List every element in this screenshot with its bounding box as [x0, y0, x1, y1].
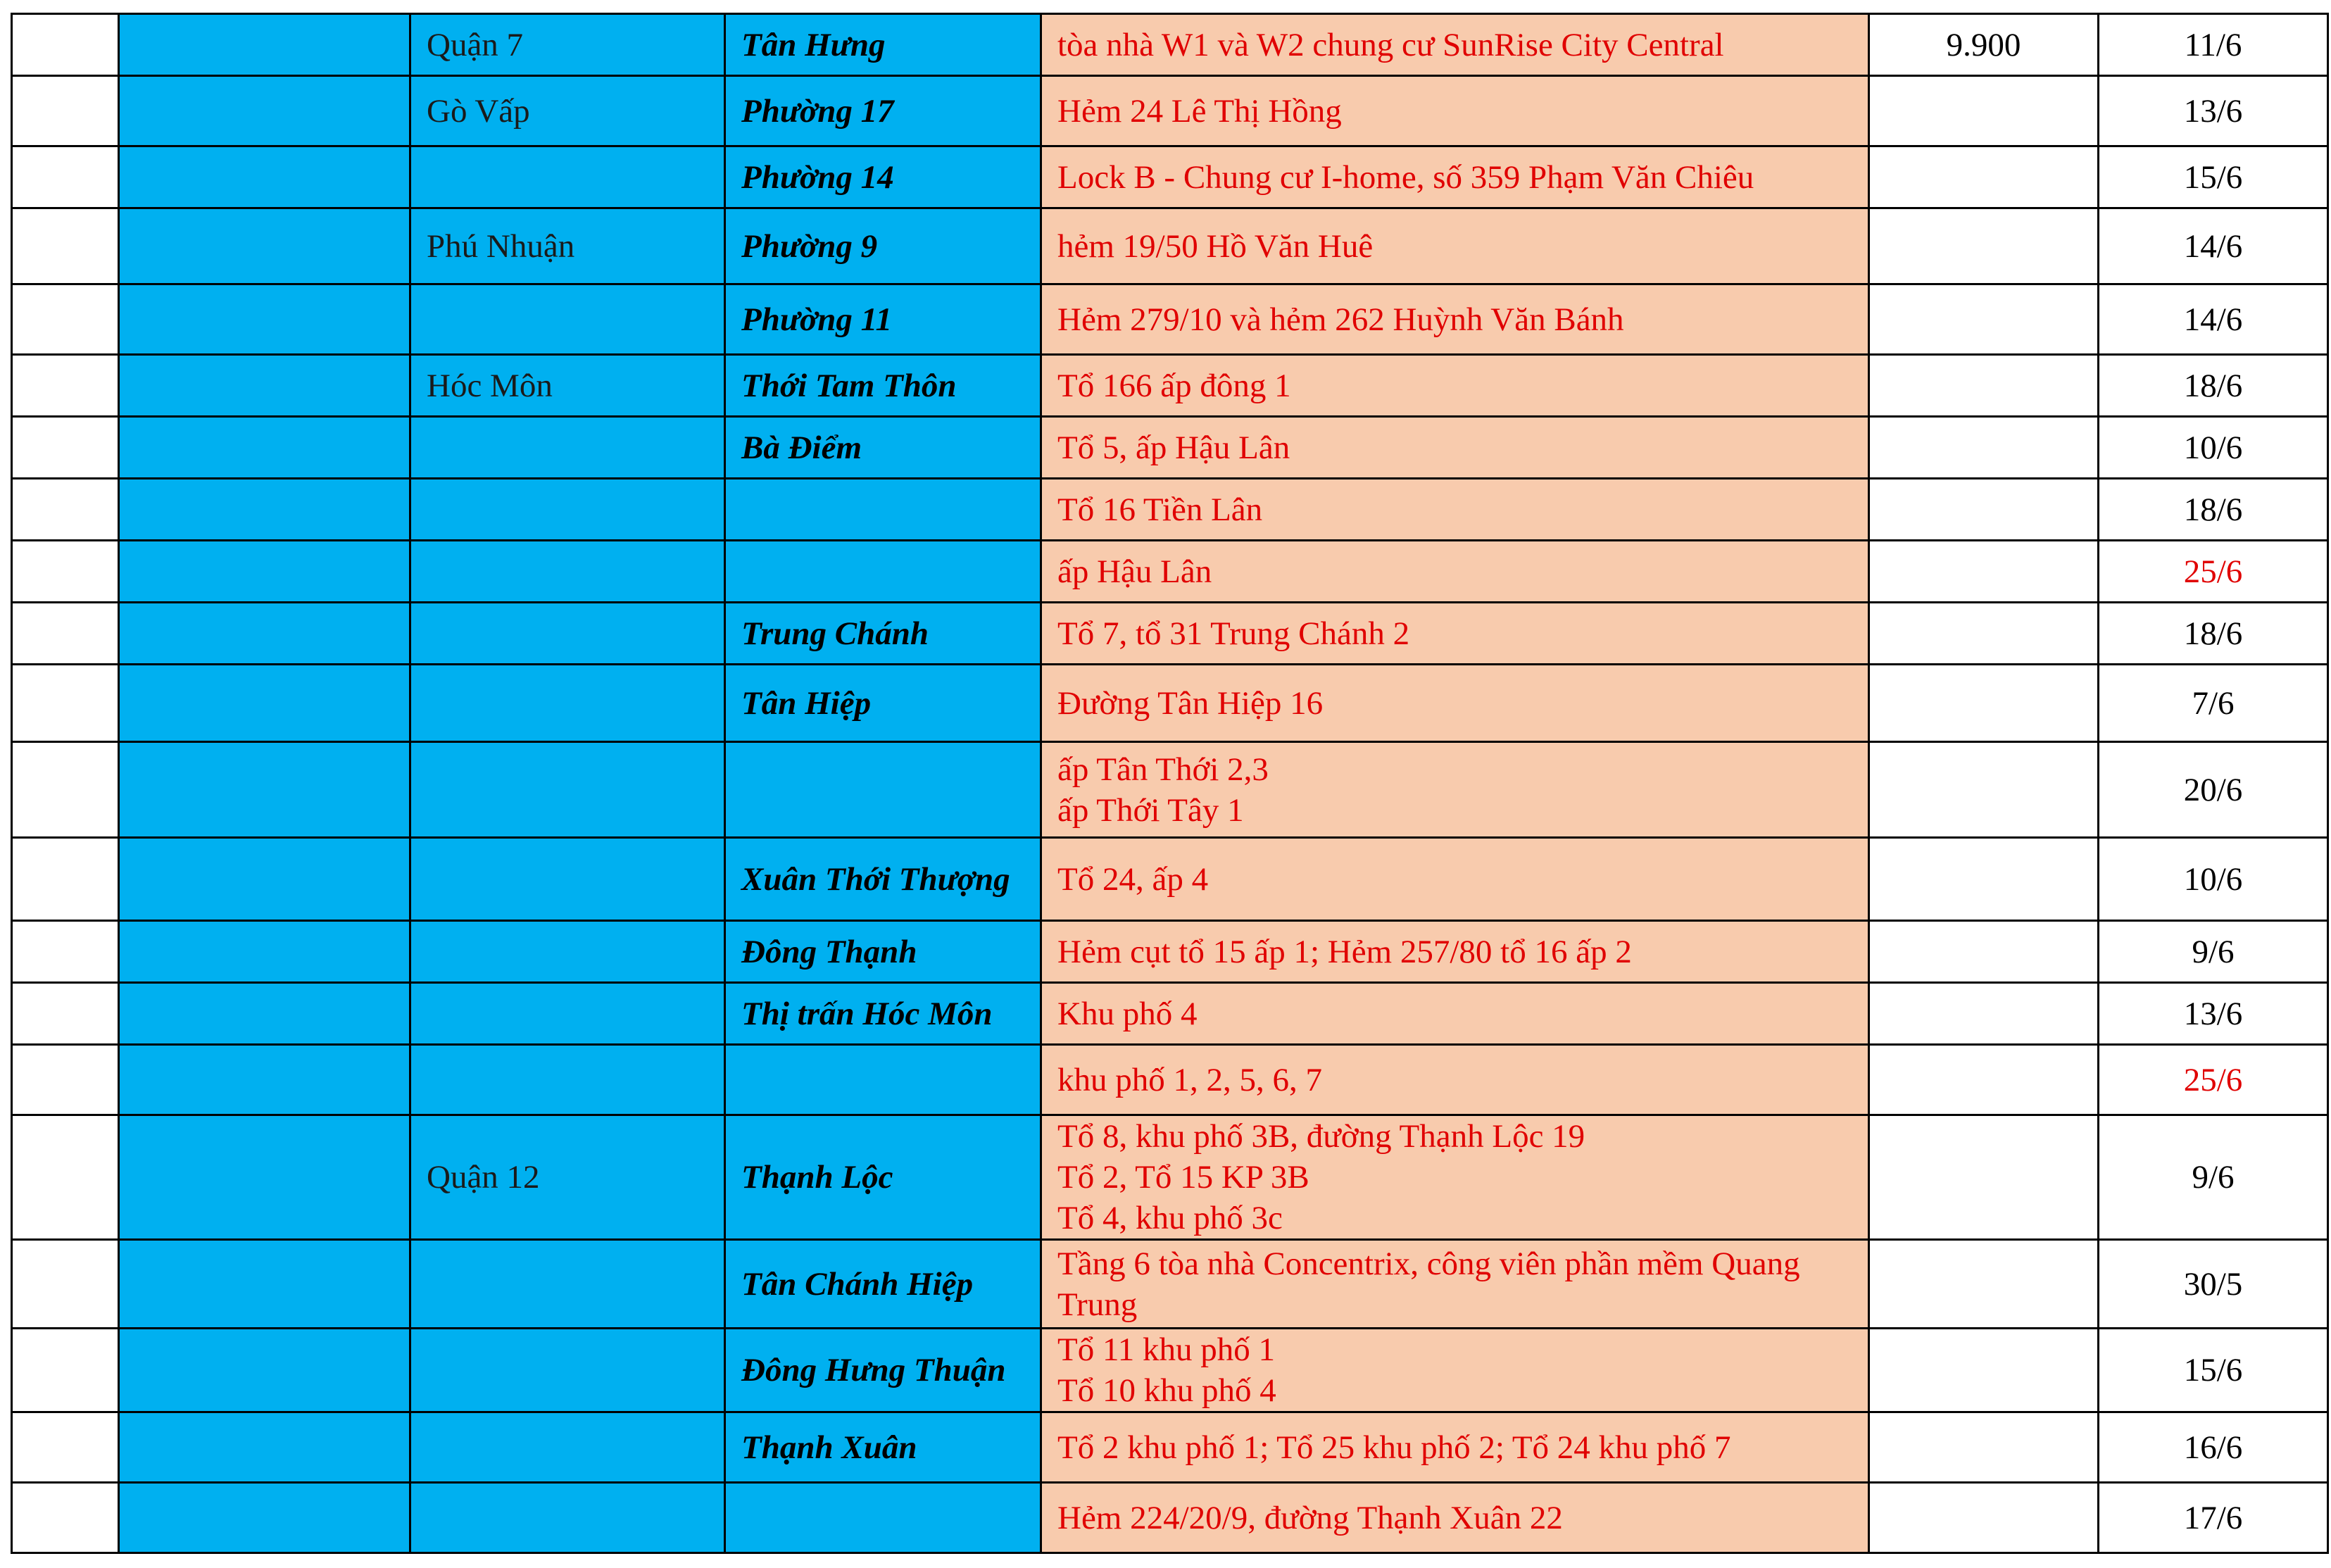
district-cell	[410, 479, 725, 541]
district-cell	[410, 1045, 725, 1115]
blue-fill-cell	[119, 1115, 410, 1240]
address-line: Tổ 7, tổ 31 Trung Chánh 2	[1057, 615, 1410, 652]
count-cell	[1869, 921, 2099, 983]
table-row	[12, 665, 2328, 742]
count-cell: 9.900	[1869, 14, 2099, 76]
index-cell	[12, 146, 119, 208]
ward-cell: Thị trấn Hóc Môn	[725, 983, 1041, 1045]
date-cell: 20/6	[2099, 742, 2328, 838]
ward-cell: Thới Tam Thôn	[725, 355, 1041, 417]
district-cell	[410, 1412, 725, 1483]
date-cell: 25/6	[2099, 1045, 2328, 1115]
address-cell	[1041, 1240, 1869, 1329]
district-cell	[410, 541, 725, 603]
date-cell: 13/6	[2099, 76, 2328, 146]
ward-cell: Phường 17	[725, 76, 1041, 146]
address-line: ấp Thới Tây 1	[1057, 791, 1244, 829]
address-line: Tổ 16 Tiền Lân	[1057, 491, 1263, 528]
count-cell	[1869, 355, 2099, 417]
district-cell	[410, 603, 725, 665]
district-cell	[410, 665, 725, 742]
date-cell: 11/6	[2099, 14, 2328, 76]
address-line: Tổ 8, khu phố 3B, đường Thạnh Lộc 19	[1057, 1118, 1585, 1155]
address-cell	[1041, 665, 1869, 742]
address-cell	[1041, 603, 1869, 665]
index-cell	[12, 665, 119, 742]
index-cell	[12, 1045, 119, 1115]
blue-fill-cell	[119, 208, 410, 284]
date-cell: 15/6	[2099, 1329, 2328, 1412]
table-row	[12, 208, 2328, 284]
count-cell	[1869, 1412, 2099, 1483]
blue-fill-cell	[119, 838, 410, 921]
ward-cell: Phường 14	[725, 146, 1041, 208]
index-cell	[12, 1329, 119, 1412]
count-cell	[1869, 742, 2099, 838]
district-cell	[410, 838, 725, 921]
address-line: khu phố 1, 2, 5, 6, 7	[1057, 1061, 1322, 1098]
date-cell: 18/6	[2099, 355, 2328, 417]
index-cell	[12, 1412, 119, 1483]
count-cell	[1869, 1240, 2099, 1329]
index-cell	[12, 541, 119, 603]
district-cell	[410, 1329, 725, 1412]
table-row	[12, 1483, 2328, 1553]
district-cell	[410, 1483, 725, 1553]
address-line: Tổ 2 khu phố 1; Tổ 25 khu phố 2; Tổ 24 khu phố 7	[1057, 1429, 1731, 1466]
ward-cell	[725, 479, 1041, 541]
ward-cell: Xuân Thới Thượng	[725, 838, 1041, 921]
address-cell	[1041, 14, 1869, 76]
ward-cell: Bà Điểm	[725, 417, 1041, 479]
blue-fill-cell	[119, 76, 410, 146]
table-row	[12, 1115, 2328, 1240]
table-row	[12, 742, 2328, 838]
ward-cell: Tân Hiệp	[725, 665, 1041, 742]
count-cell	[1869, 541, 2099, 603]
index-cell	[12, 284, 119, 355]
date-cell: 13/6	[2099, 983, 2328, 1045]
ward-cell: Đông Hưng Thuận	[725, 1329, 1041, 1412]
table-row	[12, 541, 2328, 603]
address-cell	[1041, 355, 1869, 417]
district-cell: Phú Nhuận	[410, 208, 725, 284]
address-cell	[1041, 983, 1869, 1045]
blue-fill-cell	[119, 1412, 410, 1483]
address-cell	[1041, 417, 1869, 479]
address-line: Tổ 166 ấp đông 1	[1057, 367, 1291, 404]
index-cell	[12, 479, 119, 541]
outbreak-locations-table	[11, 13, 2329, 1554]
index-cell	[12, 603, 119, 665]
address-cell	[1041, 1045, 1869, 1115]
date-cell: 18/6	[2099, 603, 2328, 665]
ward-cell	[725, 742, 1041, 838]
count-cell	[1869, 983, 2099, 1045]
table-row	[12, 146, 2328, 208]
blue-fill-cell	[119, 284, 410, 355]
address-cell	[1041, 76, 1869, 146]
address-line: Tổ 4, khu phố 3c	[1057, 1200, 1283, 1236]
count-cell	[1869, 838, 2099, 921]
table-row	[12, 983, 2328, 1045]
table-row	[12, 417, 2328, 479]
ward-cell	[725, 541, 1041, 603]
ward-cell: Phường 9	[725, 208, 1041, 284]
date-cell: 17/6	[2099, 1483, 2328, 1553]
district-cell	[410, 146, 725, 208]
blue-fill-cell	[119, 14, 410, 76]
index-cell	[12, 921, 119, 983]
table-row	[12, 1240, 2328, 1329]
table-row	[12, 838, 2328, 921]
ward-cell: Trung Chánh	[725, 603, 1041, 665]
date-cell: 16/6	[2099, 1412, 2328, 1483]
table-row	[12, 1412, 2328, 1483]
index-cell	[12, 14, 119, 76]
blue-fill-cell	[119, 983, 410, 1045]
blue-fill-cell	[119, 146, 410, 208]
count-cell	[1869, 1115, 2099, 1240]
ward-cell: Đông Thạnh	[725, 921, 1041, 983]
address-line: Lock B - Chung cư I-home, số 359 Phạm Văn Chiêu	[1057, 158, 1754, 196]
count-cell	[1869, 603, 2099, 665]
count-cell	[1869, 665, 2099, 742]
address-cell	[1041, 1412, 1869, 1483]
district-cell	[410, 1240, 725, 1329]
date-cell: 30/5	[2099, 1240, 2328, 1329]
address-cell	[1041, 479, 1869, 541]
index-cell	[12, 417, 119, 479]
blue-fill-cell	[119, 1329, 410, 1412]
count-cell	[1869, 417, 2099, 479]
table-row	[12, 76, 2328, 146]
address-line: Khu phố 4	[1057, 995, 1198, 1032]
table-row	[12, 284, 2328, 355]
date-cell: 18/6	[2099, 479, 2328, 541]
ward-cell	[725, 1045, 1041, 1115]
blue-fill-cell	[119, 1483, 410, 1553]
address-line: Tổ 24, ấp 4	[1057, 860, 1209, 898]
index-cell	[12, 1240, 119, 1329]
district-cell	[410, 983, 725, 1045]
date-cell: 7/6	[2099, 665, 2328, 742]
address-line: Tầng 6 tòa nhà Concentrix, công viên phần mềm Quang Trung	[1057, 1245, 1800, 1323]
count-cell	[1869, 1483, 2099, 1553]
address-cell	[1041, 1115, 1869, 1240]
address-line: Tổ 2, Tổ 15 KP 3B	[1057, 1159, 1309, 1196]
count-cell	[1869, 208, 2099, 284]
count-cell	[1869, 1045, 2099, 1115]
district-cell: Hóc Môn	[410, 355, 725, 417]
blue-fill-cell	[119, 665, 410, 742]
address-line: ấp Hậu Lân	[1057, 553, 1212, 590]
count-cell	[1869, 284, 2099, 355]
address-line: Tổ 10 khu phố 4	[1057, 1372, 1276, 1409]
index-cell	[12, 355, 119, 417]
blue-fill-cell	[119, 921, 410, 983]
table-row	[12, 479, 2328, 541]
address-cell	[1041, 742, 1869, 838]
district-cell	[410, 417, 725, 479]
address-cell	[1041, 1329, 1869, 1412]
date-cell: 14/6	[2099, 208, 2328, 284]
blue-fill-cell	[119, 1240, 410, 1329]
address-line: tòa nhà W1 và W2 chung cư SunRise City Central	[1057, 26, 1724, 63]
table-row	[12, 1329, 2328, 1412]
index-cell	[12, 1483, 119, 1553]
blue-fill-cell	[119, 1045, 410, 1115]
address-line: Hẻm 24 Lê Thị Hồng	[1057, 92, 1342, 130]
index-cell	[12, 742, 119, 838]
table-row	[12, 603, 2328, 665]
blue-fill-cell	[119, 603, 410, 665]
district-cell: Quận 7	[410, 14, 725, 76]
district-cell	[410, 284, 725, 355]
address-cell	[1041, 284, 1869, 355]
address-cell	[1041, 146, 1869, 208]
address-cell	[1041, 1483, 1869, 1553]
ward-cell: Tân Hưng	[725, 14, 1041, 76]
index-cell	[12, 983, 119, 1045]
ward-cell: Thạnh Xuân	[725, 1412, 1041, 1483]
table-row	[12, 14, 2328, 76]
ward-cell: Tân Chánh Hiệp	[725, 1240, 1041, 1329]
address-line: Đường Tân Hiệp 16	[1057, 684, 1324, 722]
date-cell: 25/6	[2099, 541, 2328, 603]
date-cell: 10/6	[2099, 838, 2328, 921]
date-cell: 10/6	[2099, 417, 2328, 479]
count-cell	[1869, 479, 2099, 541]
address-line: Hẻm 224/20/9, đường Thạnh Xuân 22	[1057, 1499, 1563, 1536]
address-cell	[1041, 921, 1869, 983]
district-cell	[410, 742, 725, 838]
index-cell	[12, 208, 119, 284]
count-cell	[1869, 1329, 2099, 1412]
table-row	[12, 1045, 2328, 1115]
count-cell	[1869, 76, 2099, 146]
address-line: ấp Tân Thới 2,3	[1057, 751, 1269, 788]
blue-fill-cell	[119, 479, 410, 541]
index-cell	[12, 76, 119, 146]
ward-cell: Thạnh Lộc	[725, 1115, 1041, 1240]
address-cell	[1041, 838, 1869, 921]
blue-fill-cell	[119, 541, 410, 603]
ward-cell: Phường 11	[725, 284, 1041, 355]
address-cell	[1041, 208, 1869, 284]
table-row	[12, 355, 2328, 417]
address-line: Hẻm cụt tổ 15 ấp 1; Hẻm 257/80 tổ 16 ấp 2	[1057, 933, 1632, 970]
address-line: hẻm 19/50 Hồ Văn Huê	[1057, 227, 1374, 265]
date-cell: 9/6	[2099, 1115, 2328, 1240]
address-line: Hẻm 279/10 và hẻm 262 Huỳnh Văn Bánh	[1057, 301, 1624, 338]
index-cell	[12, 1115, 119, 1240]
blue-fill-cell	[119, 742, 410, 838]
index-cell	[12, 838, 119, 921]
blue-fill-cell	[119, 417, 410, 479]
address-cell	[1041, 541, 1869, 603]
date-cell: 15/6	[2099, 146, 2328, 208]
address-line: Tổ 5, ấp Hậu Lân	[1057, 429, 1290, 466]
count-cell	[1869, 146, 2099, 208]
table-body	[12, 14, 2328, 1553]
district-cell: Quận 12	[410, 1115, 725, 1240]
date-cell: 9/6	[2099, 921, 2328, 983]
date-cell: 14/6	[2099, 284, 2328, 355]
table-row	[12, 921, 2328, 983]
blue-fill-cell	[119, 355, 410, 417]
district-cell	[410, 921, 725, 983]
district-cell: Gò Vấp	[410, 76, 725, 146]
address-line: Tổ 11 khu phố 1	[1057, 1331, 1275, 1368]
ward-cell	[725, 1483, 1041, 1553]
